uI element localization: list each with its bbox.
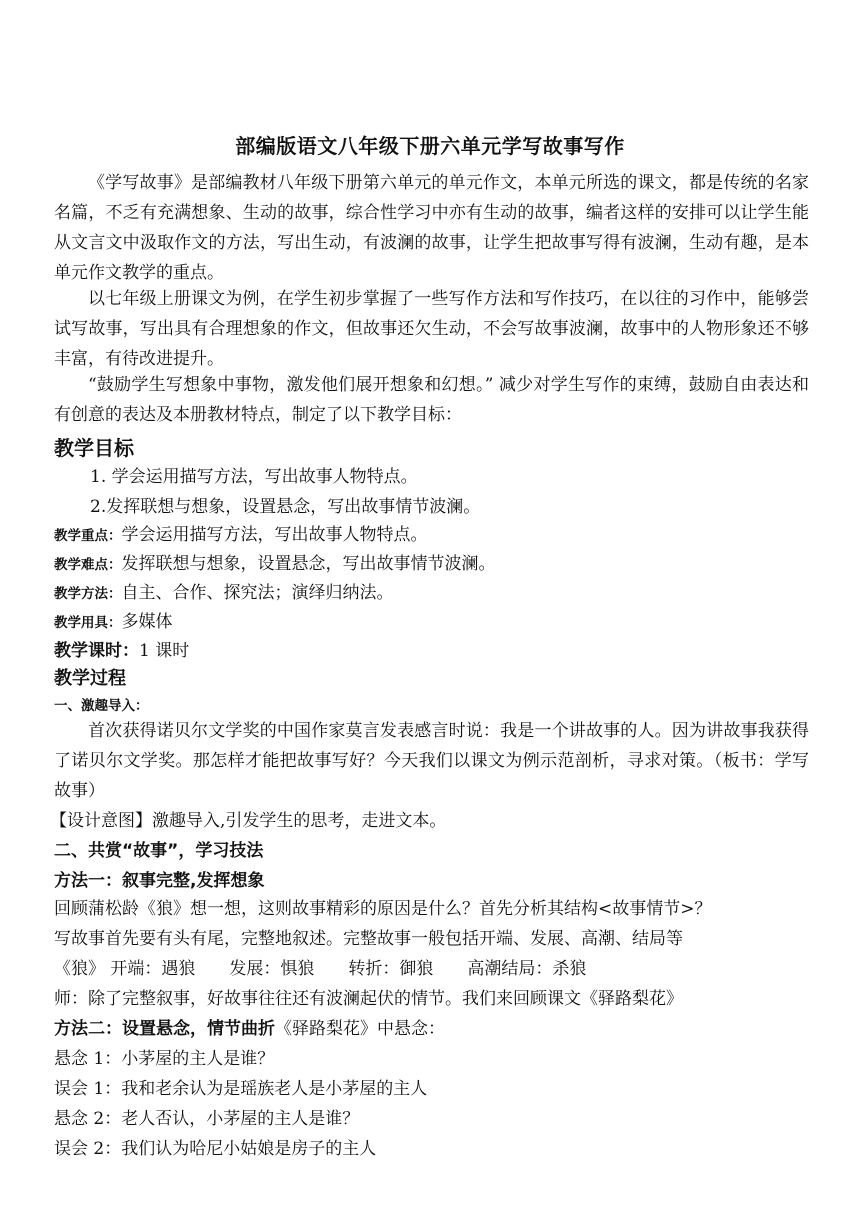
method-2-heading-tail: 《驿路梨花》中悬念： — [275, 1019, 445, 1039]
suspense-item-2: 悬念 2：老人否认，小茅屋的主人是谁？ — [54, 1109, 360, 1129]
misunderstanding-item-2: 误会 2：我们认为哈尼小姑娘是房子的主人 — [54, 1139, 377, 1159]
section-1-paragraph — [54, 716, 809, 806]
goal-item-2: 2.发挥联想与想象，设置悬念，写出故事情节波澜。 — [90, 497, 481, 517]
plot-structure-row — [54, 954, 586, 979]
section-1-text: 首次获得诺贝尔文学奖的中国作家莫言发表感言时说：我是一个讲故事的人。因为讲故事我获得了诺贝尔文学奖。那怎样才能把故事写好？今天我们以课文为例示范剖析，寻求对策。 — [54, 721, 809, 771]
misunderstanding-item-1: 误会 1：我和老余认为是瑶族老人是小茅屋的主人 — [54, 1079, 428, 1099]
method-value: 自主、合作、探究法；演绎归纳法。 — [121, 583, 394, 603]
method-row — [54, 578, 394, 603]
plot-turn: 转折：御狼 — [348, 959, 434, 979]
goals-heading: 教学目标 — [54, 436, 134, 460]
method-2-heading: 方法二：设置悬念，情节曲折 — [54, 1019, 275, 1039]
key-point-row — [54, 520, 428, 545]
difficulty-row — [54, 549, 496, 574]
method-2-heading-row — [54, 1014, 445, 1039]
intro-paragraph-3: “鼓励学生写想象中事物，激发他们展开想象和幻想。” 减少对学生写作的束缚，鼓励自由表达和有创意的表达及本册教材特点，制定了以下教学目标： — [54, 375, 809, 425]
plot-development: 发展：惧狼 — [229, 959, 315, 979]
suspense-item-1: 悬念 1：小茅屋的主人是谁？ — [54, 1049, 275, 1069]
document-title: 部编版语文八年级下册六单元学写故事写作 — [235, 134, 625, 158]
hours-row — [54, 636, 189, 661]
tools-value: 多媒体 — [121, 612, 173, 632]
method-1-line-1: 回顾蒲松龄《狼》想一想，这则故事精彩的原因是什么？首先分析其结构<故事情节>？ — [54, 899, 712, 919]
intro-paragraph-1: 《学写故事》是部编教材八年级下册第六单元的单元作文，本单元所选的课文，都是传统的名家名篇，不乏有充满想象、生动的故事，综合性学习中亦有生动的故事，编者这样的安排可以让学生能从文言文中汲取作文的方法，写出生动，有波澜的故事，让学生把故事写得有波澜，生动有趣，是本单元作文教学的重点。 — [54, 173, 809, 283]
tools-label: 教学用具： — [54, 615, 122, 631]
section-2-heading: 二、共赏“故事”，学习技法 — [54, 841, 264, 861]
method-label: 教学方法： — [54, 586, 122, 602]
difficulty-label: 教学难点： — [54, 557, 122, 573]
method-1-heading: 方法一：叙事完整,发挥想象 — [54, 871, 265, 891]
hours-value: 1 课时 — [139, 641, 190, 661]
plot-climax: 高潮结局：杀狼 — [467, 959, 587, 979]
process-heading: 教学过程 — [54, 668, 126, 689]
difficulty-value: 发挥联想与想象，设置悬念，写出故事情节波澜。 — [121, 554, 496, 574]
method-1-line-2: 写故事首先要有头有尾，完整地叙述。完整故事一般包括开端、发展、高潮、结局等 — [54, 929, 683, 949]
plot-beginning: 《狼》 开端：遇狼 — [54, 959, 196, 979]
goal-item-1: 1. 学会运用描写方法，写出故事人物特点。 — [90, 467, 418, 487]
hours-label: 教学课时： — [54, 641, 139, 661]
section-1-heading: 一、激趣导入： — [54, 698, 149, 714]
section-1-board-note: （板书：学写故事） — [54, 751, 810, 801]
teacher-note: 师：除了完整叙事，好故事往往还有波澜起伏的情节。我们来回顾课文《驿路梨花》 — [54, 989, 683, 1009]
section-1-heading-row — [54, 694, 149, 715]
key-point-value: 学会运用描写方法，写出故事人物特点。 — [121, 525, 428, 545]
key-point-label: 教学重点： — [54, 528, 122, 544]
design-intent-note: 【设计意图】激趣导入,引发学生的思考，走进文本。 — [50, 811, 447, 831]
intro-paragraph-2: 以七年级上册课文为例，在学生初步掌握了一些写作方法和写作技巧，在以往的习作中，能够尝试写故事，写出具有合理想象的作文，但故事还欠生动，不会写故事波澜，故事中的人物形象还不够丰富，有待改进提升。 — [54, 289, 809, 369]
tools-row — [54, 607, 173, 632]
